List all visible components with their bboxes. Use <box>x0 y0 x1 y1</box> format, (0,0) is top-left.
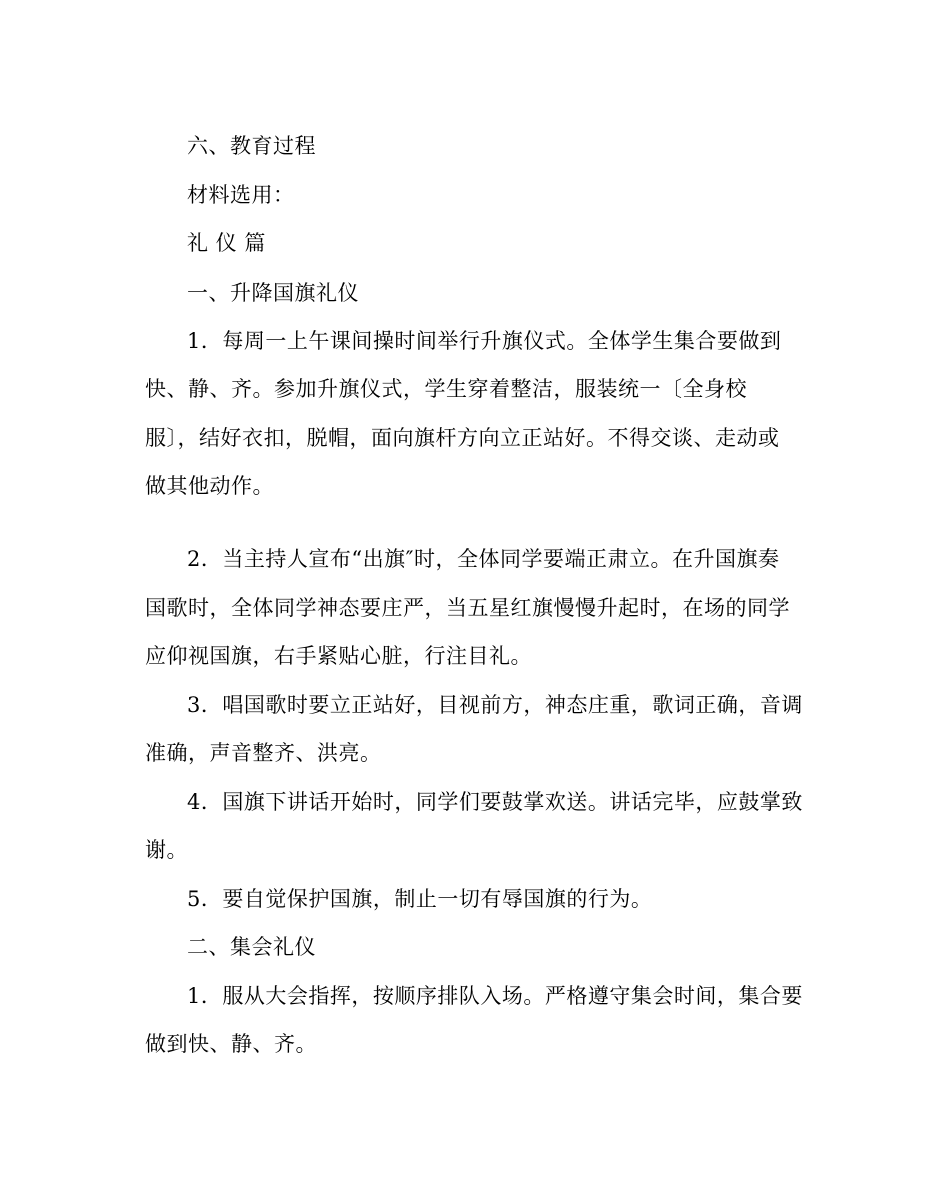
paragraph-line: 服〕，结好衣扣，脱帽，面向旗杆方向立正站好。不得交谈、走动或 <box>145 426 780 450</box>
paragraph-line: 国歌时，全体同学神态要庄严，当五星红旗慢慢升起时，在场的同学 <box>145 596 790 620</box>
materials-label: 材料选用： <box>187 183 295 207</box>
paragraph-line: 应仰视国旗，右手紧贴心脏，行注目礼。 <box>145 644 532 668</box>
paragraph-line: 准确，声音整齐、洪亮。 <box>145 741 382 765</box>
section-heading-education-process: 六、教育过程 <box>187 134 316 158</box>
paragraph-line: 4．国旗下讲话开始时，同学们要鼓掌欢送。讲话完毕，应鼓掌致 <box>187 790 803 814</box>
chapter-title-etiquette: 礼 仪 篇 <box>187 231 266 255</box>
section-heading-flag-etiquette: 一、升降国旗礼仪 <box>187 281 359 305</box>
section-heading-assembly-etiquette: 二、集会礼仪 <box>187 935 316 959</box>
paragraph-line: 5．要自觉保护国旗，制止一切有辱国旗的行为。 <box>187 887 653 911</box>
paragraph-line: 快、静、齐。参加升旗仪式，学生穿着整洁，服装统一〔全身校 <box>145 377 747 401</box>
paragraph-line: 1．每周一上午课间操时间举行升旗仪式。全体学生集合要做到 <box>187 329 782 353</box>
paragraph-line: 谢。 <box>145 838 188 862</box>
paragraph-line: 做其他动作。 <box>145 474 274 498</box>
paragraph-line: 做到快、静、齐。 <box>145 1032 317 1056</box>
paragraph-line: 3．唱国歌时要立正站好，目视前方，神态庄重，歌词正确，音调 <box>187 693 803 717</box>
paragraph-line: 1．服从大会指挥，按顺序排队入场。严格遵守集会时间，集合要 <box>187 984 803 1008</box>
paragraph-line: 2．当主持人宣布“出旗″时，全体同学要端正肃立。在升国旗奏 <box>187 547 780 571</box>
